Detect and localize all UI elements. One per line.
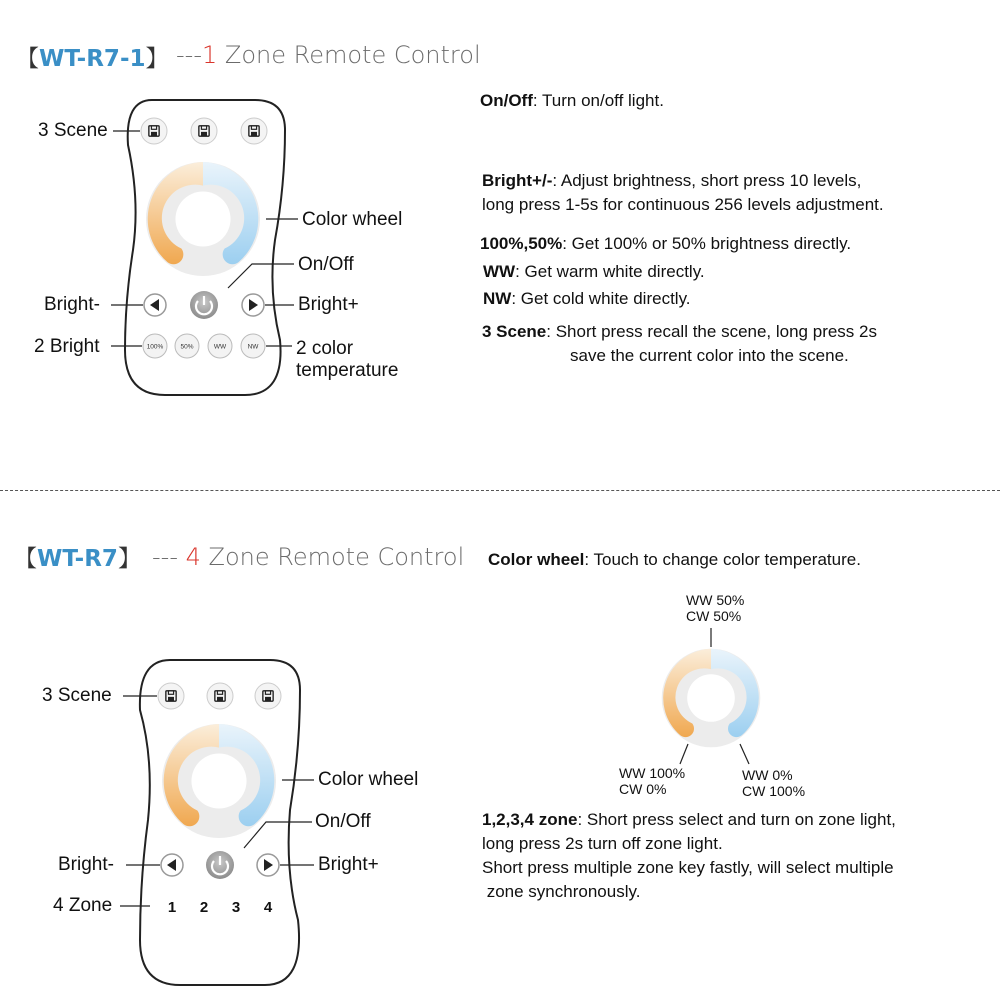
zone-key-2: 2 <box>199 899 209 916</box>
bracket-open: 【 <box>16 46 39 72</box>
color-wheel-diagram <box>600 620 800 780</box>
color-wheel <box>162 724 276 838</box>
section1-subtitle: ---1 Zone Remote Control <box>176 41 481 69</box>
desc-nw: NW: Get cold white directly. <box>483 289 691 308</box>
zone-count: 1 <box>201 41 218 69</box>
callout-on-off-2: On/Off <box>315 811 371 832</box>
button-100: 100% <box>146 343 164 351</box>
desc-percent: 100%,50%: Get 100% or 50% brightness directly. <box>480 234 852 253</box>
callout-bright-plus-2: Bright+ <box>318 854 379 875</box>
button-nw: NW <box>247 343 259 351</box>
button-50: 50% <box>180 343 194 351</box>
color-wheel <box>146 162 260 276</box>
section1-title <box>16 40 169 73</box>
zone-key-1: 1 <box>167 899 177 916</box>
section2-subtitle: --- 4 Zone Remote Control <box>152 543 465 571</box>
color-wheel-large <box>662 649 761 748</box>
zone-key-3: 3 <box>231 899 241 916</box>
callout-color-wheel-1: Color wheel <box>302 209 403 230</box>
bracket-close: 】 <box>117 546 141 572</box>
wheel-label-right: WW 0% CW 100% <box>742 767 806 799</box>
callout-bright-minus-2: Bright- <box>58 854 114 875</box>
callout-scene-1: 3 Scene <box>38 120 108 141</box>
button-ww: WW <box>213 343 227 351</box>
model-name: WT-R7-1 <box>39 46 146 72</box>
zone-key-4: 4 <box>263 899 273 916</box>
zone-count: 4 <box>185 543 201 571</box>
callout-color-wheel-2: Color wheel <box>318 769 419 790</box>
section-divider <box>0 490 1000 491</box>
desc-zone: 1,2,3,4 zone: Short press select and turn on zone light, long press 2s turn off zone light. Short press multiple zone key fastly, will select multiple zone synchronously. <box>482 810 896 901</box>
desc-bright: Bright+/-: Adjust brightness, short press 10 levels, long press 1-5s for continuous 256 levels adjustment. <box>482 171 884 214</box>
model-name: WT-R7 <box>37 546 118 572</box>
callout-bright-plus-1: Bright+ <box>298 294 359 315</box>
desc-ww: WW: Get warm white directly. <box>483 262 705 281</box>
callout-scene-2: 3 Scene <box>42 685 112 706</box>
bracket-close: 】 <box>145 46 169 72</box>
callout-two-color: 2 color temperature <box>296 338 399 381</box>
desc-on-off: On/Off: Turn on/off light. <box>480 91 664 110</box>
callout-bright-minus-1: Bright- <box>44 294 100 315</box>
desc-scene: 3 Scene: Short press recall the scene, long press 2s save the current color into the scene. <box>482 322 877 365</box>
wheel-label-left: WW 100% CW 0% <box>619 765 686 797</box>
section2-title <box>14 540 141 573</box>
wheel-label-top: WW 50% CW 50% <box>686 592 745 624</box>
desc-color-wheel: Color wheel: Touch to change color temperature. <box>488 550 861 569</box>
callout-two-bright: 2 Bright <box>34 336 100 357</box>
scene-buttons <box>158 683 281 709</box>
callout-four-zone: 4 Zone <box>53 895 113 916</box>
callout-on-off-1: On/Off <box>298 254 354 275</box>
scene-buttons <box>141 118 267 144</box>
bracket-open: 【 <box>14 546 37 572</box>
